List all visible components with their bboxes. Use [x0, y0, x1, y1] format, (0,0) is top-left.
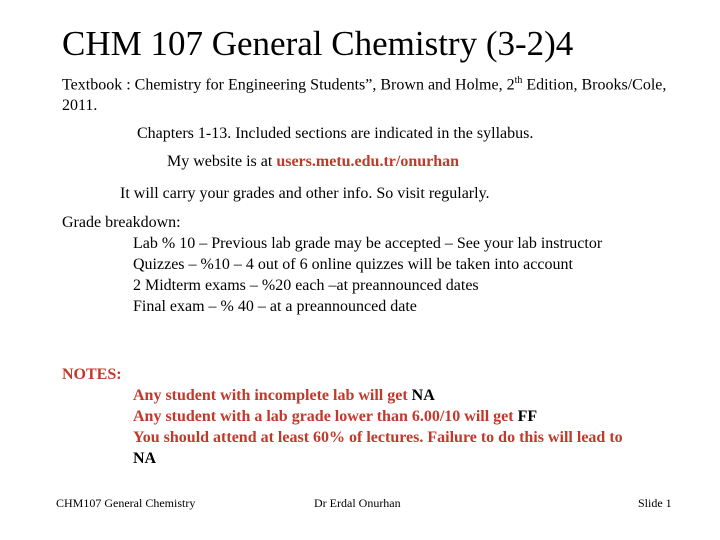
textbook-text-end: Edition, Brooks/Cole, 2011. — [62, 76, 667, 115]
footer-slide-number: Slide 1 — [638, 496, 672, 510]
note-item — [133, 385, 623, 406]
website-prefix: My website is at — [167, 153, 277, 170]
grade-breakdown-heading: Grade breakdown: — [62, 214, 181, 231]
chapters-info: Chapters 1-13. Included sections are indicated in the syllabus. — [137, 125, 534, 142]
grade-item-lab: Lab % 10 – Previous lab grade may be accepted – See your lab instructor — [133, 235, 603, 252]
note-grade: NA — [411, 387, 435, 404]
note-grade: FF — [517, 408, 538, 425]
note-item — [133, 427, 623, 469]
note-item — [133, 406, 623, 427]
grade-breakdown-list — [133, 233, 623, 317]
note-text: Any student with incomplete lab will get — [133, 387, 412, 404]
website-link[interactable]: users.metu.edu.tr/onurhan — [276, 153, 460, 170]
note-text: Any student with a lab grade lower than 6.00/10 will get — [133, 408, 518, 425]
note-text: You should attend at least 60% of lectures. Failure to do this will lead to — [133, 429, 623, 446]
textbook-text: Textbook : Chemistry for Engineering Students”, Brown and Holme, 2 — [62, 76, 515, 94]
footer-course: CHM107 General Chemistry — [56, 496, 196, 510]
grade-item-final: Final exam – % 40 – at a preannounced date — [133, 298, 417, 315]
footer-author: Dr Erdal Onurhan — [314, 496, 401, 510]
note-grade: NA — [133, 450, 157, 467]
grades-info: It will carry your grades and other info. So visit regularly. — [120, 185, 490, 202]
grade-item-midterms: 2 Midterm exams – %20 each –at preannounced dates — [133, 277, 479, 294]
textbook-info — [62, 70, 702, 116]
slide-title: CHM 107 General Chemistry (3-2)4 — [62, 24, 574, 63]
edition-superscript: th — [514, 75, 523, 86]
grade-item-quizzes: Quizzes – %10 – 4 out of 6 online quizzes will be taken into account — [133, 256, 573, 273]
notes-list — [133, 385, 623, 469]
website-info — [167, 151, 459, 172]
notes-heading: NOTES: — [62, 366, 122, 383]
